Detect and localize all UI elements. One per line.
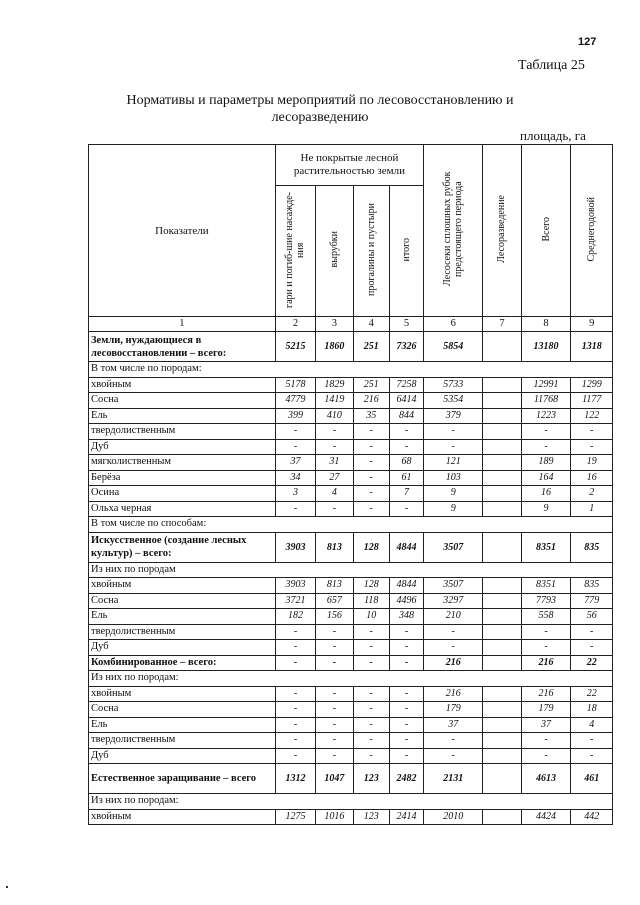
section-row [89,517,613,533]
cell-value: 1275 [275,809,315,825]
cell-value: 5178 [275,377,315,393]
cell-value: 844 [389,408,423,424]
cell-value: - [275,501,315,517]
cell-value: 179 [424,702,483,718]
cell-value [483,702,521,718]
cell-value: - [389,717,423,733]
column-number: 8 [521,317,571,332]
cell-value [483,764,521,794]
forest-restoration-table [88,144,613,825]
row-label: Осина [89,486,276,502]
cell-value [483,377,521,393]
table-row [89,470,613,486]
cell-value: - [389,686,423,702]
cell-value: 4 [316,486,353,502]
cell-value: - [316,686,353,702]
row-label: В том числе по породам: [89,362,276,378]
table-row [89,609,613,625]
table-row [89,686,613,702]
cell-value: 2131 [424,764,483,794]
cell-value: 216 [521,655,571,671]
cell-value: - [389,748,423,764]
table-row [89,702,613,718]
cell-value: 182 [275,609,315,625]
cell-value: 442 [571,809,613,825]
table-row [89,624,613,640]
cell-value: - [571,624,613,640]
cell-value: - [389,501,423,517]
cell-value: - [389,733,423,749]
row-label: Сосна [89,593,276,609]
cell-value: 123 [353,764,389,794]
row-label: Ель [89,609,276,625]
cell-value: - [316,501,353,517]
row-label: Сосна [89,702,276,718]
cell-value: 2414 [389,809,423,825]
column-number: 2 [275,317,315,332]
row-label: твердолиственным [89,624,276,640]
cell-value: - [275,702,315,718]
cell-value: - [389,424,423,440]
cell-value: 399 [275,408,315,424]
cell-value: 1318 [571,332,613,362]
cell-value: 1829 [316,377,353,393]
cell-value: 7326 [389,332,423,362]
table-row [89,764,613,794]
cell-value: - [353,748,389,764]
cell-value: 2482 [389,764,423,794]
cell-value: - [521,640,571,656]
cell-value: 7793 [521,593,571,609]
cell-value: 37 [521,717,571,733]
cell-value: 128 [353,532,389,562]
cell-value: 68 [389,455,423,471]
row-label: хвойным [89,809,276,825]
cell-value: - [316,624,353,640]
cell-value: - [316,748,353,764]
section-row [89,671,613,687]
cell-value: - [424,424,483,440]
row-label: Ель [89,717,276,733]
cell-value: - [275,717,315,733]
section-filler [275,562,612,578]
cell-value: 5854 [424,332,483,362]
table-row [89,717,613,733]
cell-value [483,455,521,471]
row-label: Сосна [89,393,276,409]
cell-value: 1860 [316,332,353,362]
table-row [89,640,613,656]
cell-value: - [353,655,389,671]
cell-value: - [571,640,613,656]
cell-value: 16 [521,486,571,502]
cell-value: 164 [521,470,571,486]
cell-value: 7258 [389,377,423,393]
cell-value: 6414 [389,393,423,409]
cell-value: 1016 [316,809,353,825]
cell-value [483,748,521,764]
cell-value: 3903 [275,532,315,562]
cell-value: 61 [389,470,423,486]
cell-value: 2010 [424,809,483,825]
table-row [89,748,613,764]
column-number: 5 [389,317,423,332]
cell-value: 35 [353,408,389,424]
cell-value: - [316,655,353,671]
row-label: Ольха черная [89,501,276,517]
header-uncovered-lands: Не покрытые лесной растительностью земли [275,145,423,186]
cell-value: 4779 [275,393,315,409]
cell-value [483,733,521,749]
cell-value [483,593,521,609]
cell-value: 123 [353,809,389,825]
cell-value: - [275,439,315,455]
header-clearcut-areas: Лесосеки сплошных рубок предстоящего периода [424,145,483,317]
table-row [89,655,613,671]
cell-value [483,655,521,671]
cell-value: 22 [571,686,613,702]
cell-value: - [571,748,613,764]
cell-value: 4844 [389,578,423,594]
cell-value [483,501,521,517]
table-row [89,455,613,471]
table-row [89,501,613,517]
cell-value: 3507 [424,532,483,562]
section-row [89,562,613,578]
cell-value: - [571,439,613,455]
row-label: Из них по породам: [89,671,276,687]
cell-value [483,332,521,362]
table-row [89,424,613,440]
document-title: Нормативы и параметры мероприятий по лесовосстановлению и лесоразведению [126,93,514,125]
section-filler [275,362,612,378]
cell-value: 3297 [424,593,483,609]
cell-value: - [389,439,423,455]
cell-value [483,624,521,640]
cell-value [483,717,521,733]
cell-value: - [353,424,389,440]
column-number: 4 [353,317,389,332]
cell-value: - [275,640,315,656]
cell-value: - [275,686,315,702]
cell-value: - [316,717,353,733]
header-afforestation: Лесоразведение [483,145,521,317]
cell-value: 1 [571,501,613,517]
cell-value: 121 [424,455,483,471]
cell-value: 835 [571,578,613,594]
cell-value: 3507 [424,578,483,594]
cell-value: 1177 [571,393,613,409]
section-filler [275,517,612,533]
cell-value: - [424,733,483,749]
row-label: Дуб [89,748,276,764]
table-row [89,593,613,609]
cell-value: 4613 [521,764,571,794]
cell-value: 2 [571,486,613,502]
cell-value: 5733 [424,377,483,393]
cell-value: - [353,686,389,702]
cell-value: 657 [316,593,353,609]
cell-value: 16 [571,470,613,486]
cell-value: - [389,655,423,671]
row-label: хвойным [89,686,276,702]
cell-value [483,424,521,440]
cell-value: 3 [275,486,315,502]
section-filler [275,671,612,687]
header-annual-average: Среднегодовой [571,145,613,317]
header-cutovers: вырубки [316,186,353,317]
cell-value: 461 [571,764,613,794]
cell-value: - [316,733,353,749]
table-row [89,408,613,424]
cell-value [483,578,521,594]
cell-value: 813 [316,578,353,594]
cell-value [483,439,521,455]
row-label: Искусственное (создание лесных культур) – всего: [89,532,276,562]
unit-label: площадь, га [520,128,586,143]
cell-value: 210 [424,609,483,625]
row-label: Дуб [89,439,276,455]
cell-value: 216 [353,393,389,409]
cell-value [483,640,521,656]
row-label: В том числе по способам: [89,517,276,533]
cell-value: - [353,470,389,486]
cell-value: 216 [424,655,483,671]
cell-value: 1419 [316,393,353,409]
table-row [89,578,613,594]
cell-value: - [424,624,483,640]
cell-value [483,393,521,409]
cell-value: - [353,640,389,656]
cell-value: - [571,424,613,440]
table-row [89,377,613,393]
row-label: твердолиственным [89,424,276,440]
table-row [89,439,613,455]
cell-value: 4496 [389,593,423,609]
cell-value: 348 [389,609,423,625]
cell-value: 3721 [275,593,315,609]
cell-value: 1047 [316,764,353,794]
header-glades-wastelands: прогалины и пустыри [353,186,389,317]
cell-value: 379 [424,408,483,424]
cell-value: 9 [521,501,571,517]
cell-value [483,809,521,825]
cell-value: - [316,439,353,455]
cell-value: 251 [353,332,389,362]
cell-value: - [353,624,389,640]
cell-value: 189 [521,455,571,471]
row-label: Дуб [89,640,276,656]
row-label: Ель [89,408,276,424]
cell-value: - [275,624,315,640]
section-filler [275,794,612,810]
cell-value: 251 [353,377,389,393]
column-number: 3 [316,317,353,332]
cell-value: - [521,733,571,749]
row-label: мягколиственным [89,455,276,471]
cell-value: - [521,624,571,640]
column-number-row [89,317,613,332]
cell-value: - [521,748,571,764]
cell-value: - [353,733,389,749]
table-row [89,532,613,562]
cell-value: 9 [424,486,483,502]
column-number: 6 [424,317,483,332]
cell-value: 18 [571,702,613,718]
cell-value [483,532,521,562]
cell-value [483,486,521,502]
cell-value: 56 [571,609,613,625]
cell-value: 5354 [424,393,483,409]
cell-value: - [521,424,571,440]
cell-value: - [389,702,423,718]
cell-value: - [424,439,483,455]
cell-value: 31 [316,455,353,471]
cell-value: 813 [316,532,353,562]
cell-value: - [389,624,423,640]
table-label: Таблица 25 [518,58,585,73]
cell-value: - [353,717,389,733]
row-label: твердолиственным [89,733,276,749]
cell-value: 1312 [275,764,315,794]
cell-value: 8351 [521,578,571,594]
table-row [89,332,613,362]
section-row [89,794,613,810]
cell-value [483,470,521,486]
cell-value: 216 [521,686,571,702]
cell-value: 4 [571,717,613,733]
cell-value: 1299 [571,377,613,393]
header-total: Всего [521,145,571,317]
table-row [89,393,613,409]
row-label: Земли, нуждающиеся в лесовосстановлении – всего: [89,332,276,362]
table-row [89,486,613,502]
row-label: хвойным [89,578,276,594]
row-label: хвойным [89,377,276,393]
cell-value: - [353,486,389,502]
cell-value: - [353,455,389,471]
header-burnt-dead-stands: гари и погиб-шие насажде-ния [275,186,315,317]
cell-value: 10 [353,609,389,625]
cell-value: 27 [316,470,353,486]
cell-value: 5215 [275,332,315,362]
cell-value [483,609,521,625]
cell-value: 4424 [521,809,571,825]
cell-value: 12991 [521,377,571,393]
cell-value: - [389,640,423,656]
page-number: 127 [578,36,597,48]
cell-value: 11768 [521,393,571,409]
cell-value: - [353,702,389,718]
scan-dot [6,886,8,888]
row-label: Комбинированное – всего: [89,655,276,671]
cell-value: - [521,439,571,455]
cell-value: 216 [424,686,483,702]
cell-value: 156 [316,609,353,625]
cell-value: - [316,424,353,440]
cell-value: 34 [275,470,315,486]
column-number: 7 [483,317,521,332]
cell-value: 179 [521,702,571,718]
cell-value: - [275,748,315,764]
cell-value: 410 [316,408,353,424]
cell-value: 37 [424,717,483,733]
cell-value: 7 [389,486,423,502]
cell-value: 835 [571,532,613,562]
cell-value: - [316,702,353,718]
cell-value: - [353,501,389,517]
table-row [89,733,613,749]
cell-value: 779 [571,593,613,609]
cell-value: - [316,640,353,656]
cell-value: - [275,733,315,749]
cell-value: 13180 [521,332,571,362]
cell-value: 19 [571,455,613,471]
cell-value: 9 [424,501,483,517]
table-row [89,809,613,825]
cell-value: - [571,733,613,749]
cell-value: 118 [353,593,389,609]
header-indicators: Показатели [89,145,276,317]
cell-value [483,686,521,702]
header-subtotal: итого [389,186,423,317]
cell-value [483,408,521,424]
cell-value: - [275,655,315,671]
cell-value: 103 [424,470,483,486]
cell-value: 22 [571,655,613,671]
cell-value: 558 [521,609,571,625]
column-number: 1 [89,317,276,332]
row-label: Естественное заращивание – всего [89,764,276,794]
cell-value: 3903 [275,578,315,594]
cell-value: 128 [353,578,389,594]
cell-value: - [424,640,483,656]
cell-value: - [275,424,315,440]
cell-value: - [424,748,483,764]
cell-value: 4844 [389,532,423,562]
cell-value: 122 [571,408,613,424]
cell-value: 37 [275,455,315,471]
column-number: 9 [571,317,613,332]
cell-value: - [353,439,389,455]
cell-value: 8351 [521,532,571,562]
row-label: Из них по породам [89,562,276,578]
cell-value: 1223 [521,408,571,424]
row-label: Берёза [89,470,276,486]
section-row [89,362,613,378]
row-label: Из них по породам: [89,794,276,810]
